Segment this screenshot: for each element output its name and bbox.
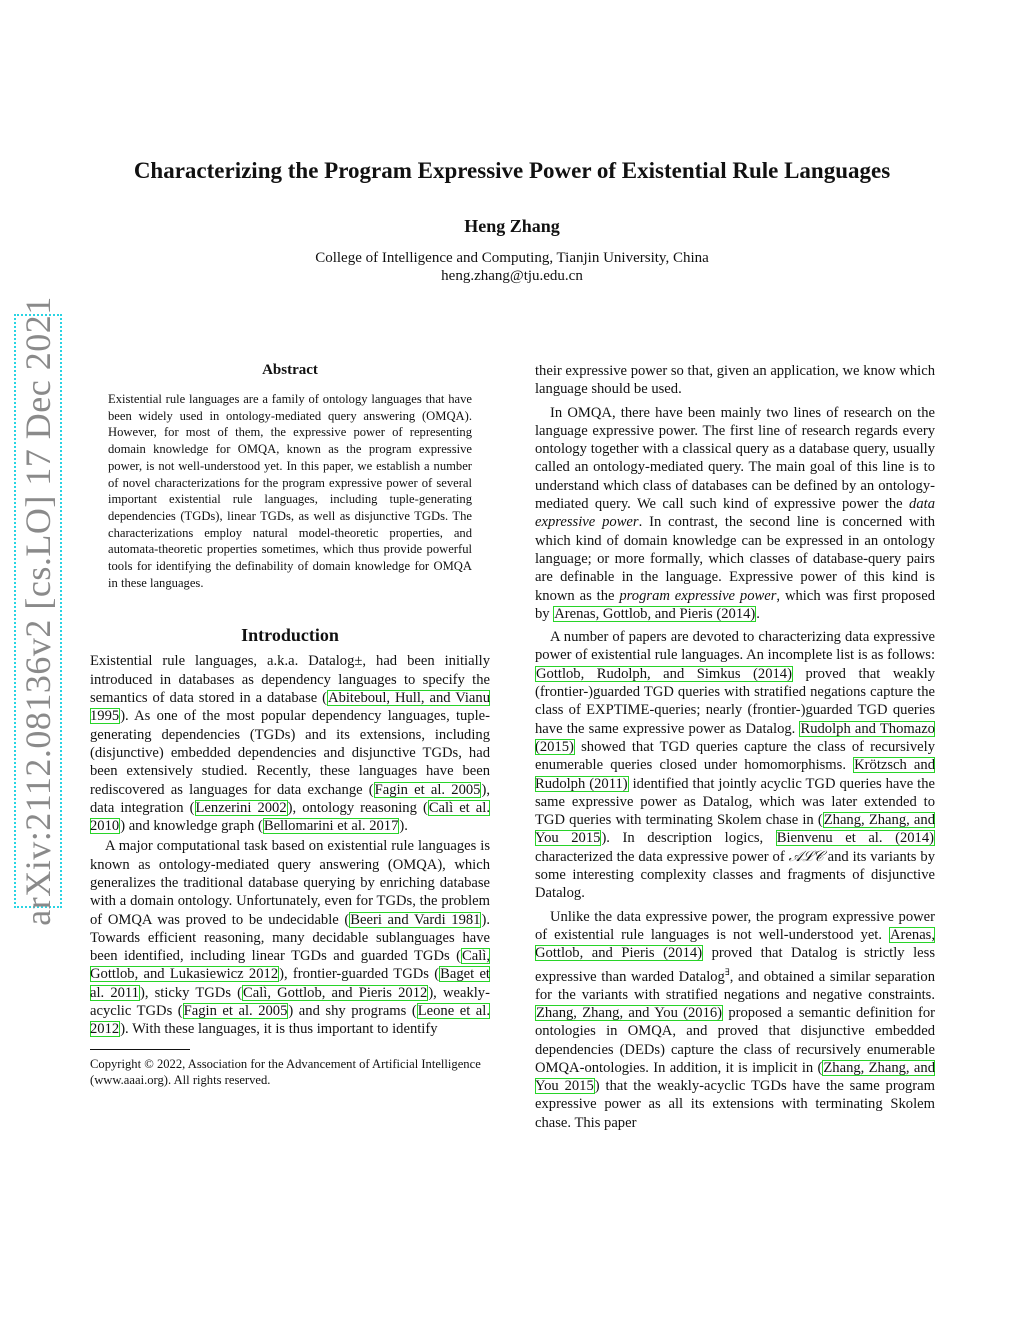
text-run: ), ontology reasoning ( [287, 799, 428, 816]
text-run: ), sticky TGDs ( [139, 984, 243, 1001]
citation-link[interactable]: Rudolph and Thomazo (2015) [535, 720, 935, 755]
text-run: ) and knowledge graph ( [120, 818, 263, 835]
text-run: ). [399, 818, 408, 835]
text-run: proposed a semantic definition for ontologies in OMQA, and proved that disjunctive embedded dependencies (DEDs) capture the class of recursively enumerable OMQA-ontologies. In addition, it is implicit in ( [535, 1004, 935, 1076]
affiliation: College of Intelligence and Computing, Tianjin University, China [315, 250, 709, 266]
author-affiliation-block [0, 249, 1024, 285]
text-run: ), frontier-guarded TGDs ( [279, 966, 440, 983]
introduction-heading: Introduction [241, 625, 339, 646]
arxiv-stamp-text: arXiv:2112.08136v2 [cs.LO] 17 Dec 2021 [18, 296, 59, 926]
text-run: Existential rule languages, a.k.a. Datalog±, had been initially introduced in databases as dependency languages to specify the semantics of data stored in a database ( [90, 653, 490, 707]
left-column [90, 362, 490, 1088]
text-run: Unlike the data expressive power, the program expressive power of existential rule languages is not well-understood yet. [535, 908, 935, 943]
author-name: Heng Zhang [464, 216, 560, 236]
citation-link[interactable]: Beeri and Vardi 1981 [350, 911, 481, 928]
citation-link[interactable]: Leone et al. 2012 [90, 1003, 490, 1038]
citation-link[interactable]: Fagin et al. 2005 [183, 1003, 288, 1020]
footnote-divider [90, 1049, 190, 1050]
citation-link[interactable]: Zhang, Zhang, and You (2016) [536, 1004, 723, 1021]
email: heng.zhang@tju.edu.cn [441, 268, 583, 284]
text-run: ). Towards efficient reasoning, many decidable sublanguages have been identified, including linear TGDs and guarded TGDs ( [90, 911, 490, 965]
citation-link[interactable]: Calì, Gottlob, and Lukasiewicz 2012 [90, 948, 490, 983]
text-run: ) that the weakly-acyclic TGDs have the same program expressive power as all its extensions with terminating Skolem chase. This paper [535, 1078, 935, 1131]
emphasis-term: program expressive power [619, 587, 777, 604]
citation-link[interactable]: Zhang, Zhang, and You 2015 [535, 1059, 935, 1095]
paper-title: Characterizing the Program Expressive Power of Existential Rule Languages [133, 158, 891, 183]
text-run: proved that Datalog is strictly less expressive than warded Datalog [535, 945, 935, 985]
citation-link[interactable]: Calì, Gottlob, and Pieris 2012 [243, 984, 428, 1001]
right-column [535, 362, 935, 1132]
citation-link[interactable]: Lenzerini 2002 [195, 799, 287, 816]
citation-link[interactable]: Abiteboul, Hull, and Vianu 1995 [90, 690, 490, 725]
text-run: A number of papers are devoted to characterizing data expressive power of existential rule languages. An incomplete list is as follows: [535, 629, 935, 664]
text-run: In OMQA, there have been mainly two lines of research on the language expressive power. The first line of research regards every ontology together with a classical query as a database query, usually called an ontology-mediated query. The main goal of this line is to understand which class of databases can be defined by an ontology-mediated query. We call such kind of expressive power the [535, 404, 935, 513]
intro-paragraph-1 [90, 652, 490, 835]
citation-link[interactable]: Fagin et al. 2005 [374, 781, 481, 798]
abstract-heading: Abstract [262, 362, 318, 378]
emphasis-term: data expressive power [535, 496, 935, 531]
citation-link[interactable]: Arenas, Gottlob, and Pieris (2014) [554, 605, 756, 622]
text-run: , and obtained a similar separation for the variants with stratified negations and negative constraints. [535, 968, 936, 1003]
citation-link[interactable]: Zhang, Zhang, and You 2015 [535, 812, 935, 847]
text-run: and its variants by some interesting complexity classes and fragments of disjunctive Datalog. [535, 848, 936, 902]
text-run: ). In description logics, [601, 830, 776, 847]
intro-paragraph-2 [90, 837, 490, 1038]
citation-link[interactable]: Krötzsch and Rudolph (2011) [535, 757, 936, 792]
citation-link[interactable]: Gottlob, Rudolph, and Simkus (2014) [536, 665, 792, 682]
right-paragraph-3 [535, 628, 935, 902]
text-run: ) and shy programs ( [288, 1003, 417, 1020]
text-run: ). With these languages, it is thus important to identify [120, 1021, 438, 1038]
text-run: identified that jointly acyclic TGD queries have the same expressive power as Datalog, which was later extended to TGD queries with terminating Skolem chase in ( [535, 775, 935, 829]
text-run: showed that TGD queries capture the class of recursively enumerable queries closed under homomorphisms. [535, 738, 935, 774]
text-run: characterized the data expressive power of [535, 848, 789, 865]
text-run: . In contrast, the second line is concerned with which kind of domain knowledge can be expressed in an ontology language; or more formally, which classes of database-query pairs are definable in the language. Expressive power of this kind is known as the [535, 514, 935, 604]
text-run: , which was first proposed by [535, 587, 935, 622]
alc-symbol: 𝒜ℒ𝒞 [788, 848, 824, 865]
copyright-footnote: Copyright © 2022, Association for the Advancement of Artificial Intelligence (www.aaai.org). All rights reserved. [90, 1056, 481, 1087]
abstract-text: Existential rule languages are a family of ontology languages that have been widely used in ontology-mediated query answering (OMQA). However, for most of them, the expressive power of representing domain knowledge for OMQA, known as the program expressive power, is not well-understood yet. In this paper, we establish a number of novel characterizations for the program expressive power of several important existential rule languages, including tuple-generating dependencies (TGDs), linear TGDs, as well as disjunctive TGDs. The characterizations employ natural model-theoretic properties, and automata-theoretic properties sometimes, which thus provide powerful tools for identifying the definability of domain knowledge for OMQA in these languages. [108, 392, 472, 590]
text-run: proved that weakly (frontier-)guarded TGD queries with stratified negations capture the class of EXPTIME-queries; nearly (frontier-)guarded TGD queries have the same expressive power as Datalog. [535, 665, 936, 737]
text-run: . [756, 605, 760, 622]
right-paragraph-2 [535, 404, 935, 624]
right-paragraph-1: their expressive power so that, given an application, we know which language should be used. [535, 363, 935, 398]
citation-link[interactable]: Calì et al. 2010 [90, 799, 490, 835]
right-paragraph-4 [535, 908, 935, 1132]
text-run: ), data integration ( [90, 781, 490, 816]
citation-link[interactable]: Bellomarini et al. 2017 [263, 818, 399, 835]
arxiv-stamp[interactable] [14, 296, 62, 926]
text-run: A major computational task based on existential rule languages is known as ontology-mediated query answering (OMQA), which generalizes the traditional database querying by enriching database with a domain ontology. Unfortunately, even for TGDs, the problem of OMQA was proved to be undecidable ( [90, 838, 490, 928]
superscript-exists: ∃ [724, 966, 730, 977]
citation-link[interactable]: Baget et al. 2011 [90, 966, 490, 1001]
text-run: ), weakly-acyclic TGDs ( [90, 984, 490, 1020]
citation-link[interactable]: Arenas, Gottlob, and Pieris (2014) [535, 926, 935, 962]
text-run: ). As one of the most popular dependency languages, tuple-generating dependencies (TGDs) and its extensions, including (disjunctive) embedded dependencies and disjunctive TGDs, had been extensively studied. Recently, these languages have been rediscovered as languages for data exchange ( [90, 708, 490, 798]
citation-link[interactable]: Bienvenu et al. (2014) [776, 830, 934, 847]
